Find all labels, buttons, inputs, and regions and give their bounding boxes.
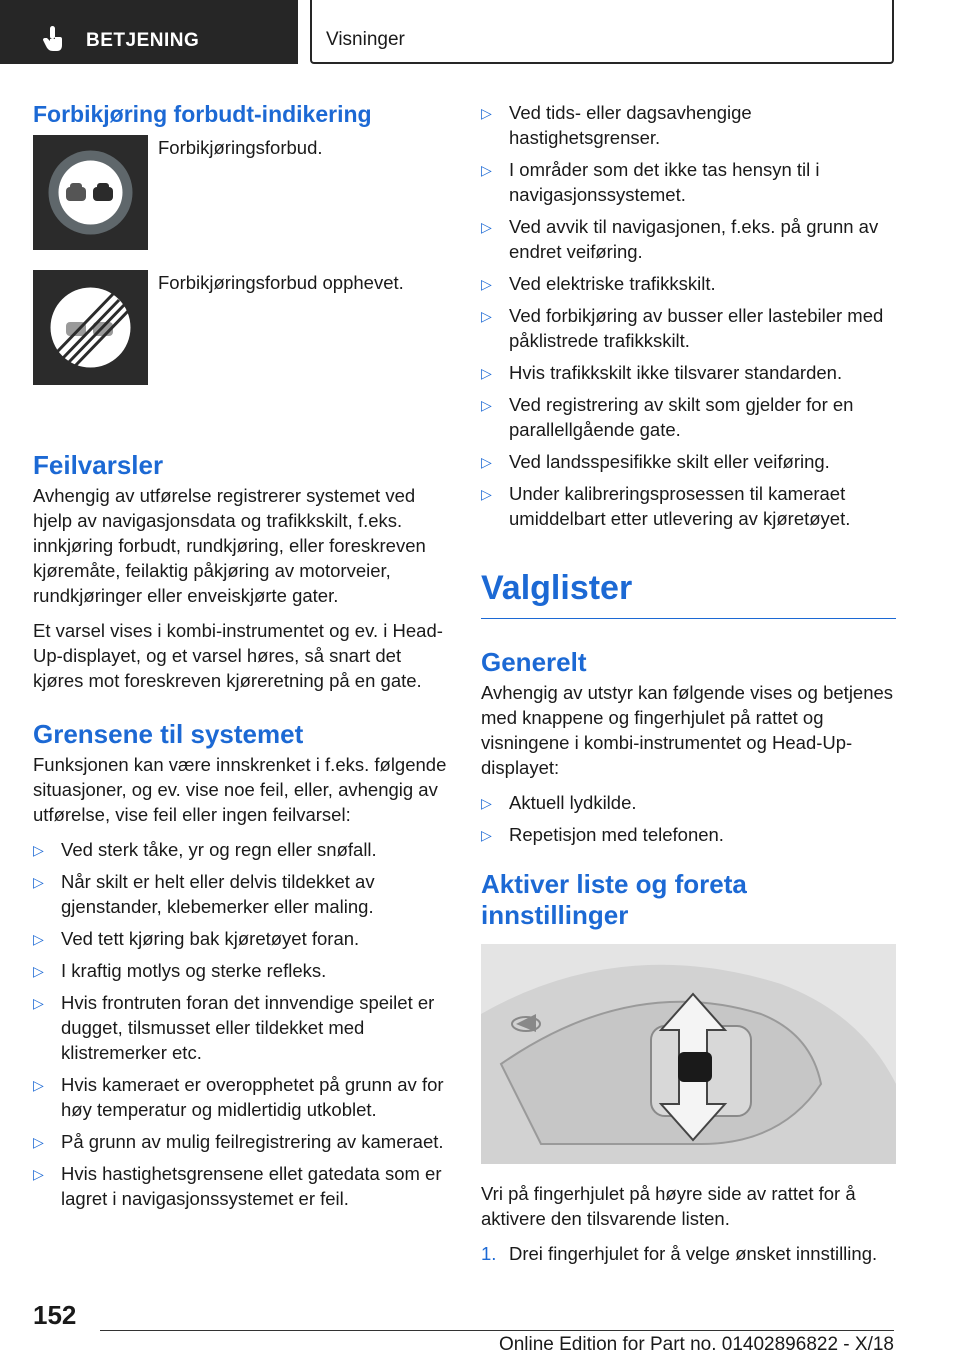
- subsection-tab: [310, 0, 894, 64]
- list-item: ▷ I områder som det ikke tas hensyn til i navigasjonssystemet.: [481, 159, 820, 205]
- triangle-bullet-icon: ▷: [33, 963, 44, 980]
- list-item: ▷ Ved avvik til navigasjonen, f.eks. på grunn av endret veiføring.: [481, 216, 879, 262]
- list-item: ▷ Repetisjon med telefonen.: [481, 822, 896, 847]
- list-item: ▷ Ved landsspesifikke skilt eller veiføring.: [481, 449, 896, 474]
- left-column: [33, 100, 448, 1218]
- list-item: ▷ Ved tids- eller dagsavhengige hastighetsgrenser.: [481, 102, 752, 148]
- paragraph-grensene: Funksjonen kan være innskrenket i f.eks. følgende situasjoner, og ev. vise noe feil, eller, avhengig av utførelse, vise feil eller ingen feilvarsel:: [33, 754, 447, 826]
- triangle-bullet-icon: ▷: [481, 162, 492, 178]
- no-overtaking-sign-icon: [33, 135, 148, 250]
- heading-forbikjoring: Forbikjøring forbudt-indikering: [33, 101, 372, 127]
- subsection-label: Visninger: [326, 29, 405, 50]
- triangle-bullet-icon: ▷: [33, 874, 44, 891]
- sign-caption-1: Forbikjøringsforbud.: [158, 136, 323, 158]
- paragraph-feilvarsler-1: Avhengig av utførelse registrerer systemet ved hjelp av navigasjonsdata og trafikkskilt, f.eks. innkjøring forbudt, rundkjøring, eller foreskreven kjøremåte, feilaktig påkjøring av motorveier, rundkjøringer eller enveiskjørte gater.: [33, 484, 426, 606]
- list-item: ▷ Aktuell lydkilde.: [481, 790, 896, 815]
- footer-edition: Online Edition for Part no. 01402896822 - X/18: [498, 1334, 894, 1355]
- triangle-bullet-icon: ▷: [481, 365, 492, 381]
- paragraph-generelt: Avhengig av utstyr kan følgende vises og betjenes med knappene og fingerhjulet på rattet og visningene i kombi-instrumentet og Head-Up-displayet:: [481, 682, 894, 779]
- list-item: ▷ Hvis frontruten foran det innvendige speilet er dugget, tilsmusset eller tildekket med klistremerker etc.: [33, 992, 435, 1064]
- footer-divider: [100, 1330, 894, 1331]
- list-item: ▷ Når skilt er helt eller delvis tildekket av gjenstander, klebemerker eller maling.: [33, 871, 375, 918]
- steering-wheel-thumbwheel-illustration: [481, 944, 896, 1164]
- sign-row-overtaking-ended: [33, 270, 448, 420]
- list-item: ▷ Hvis trafikkskilt ikke tilsvarer standarden.: [481, 360, 896, 385]
- end-overtaking-ban-sign-icon: [33, 270, 148, 385]
- triangle-bullet-icon: ▷: [481, 827, 492, 844]
- right-bullet-list-2: [481, 790, 896, 847]
- step-item: 1. Drei fingerhjulet for å velge ønsket innstilling.: [481, 1242, 878, 1264]
- left-bullet-list: [33, 837, 448, 1211]
- triangle-bullet-icon: ▷: [33, 842, 44, 859]
- paragraph-feilvarsler-2: Et varsel vises i kombi-instrumentet og ev. i Head-Up-displayet, og et varsel høres, så snart det kjøres mot foreskreven kjøreretning på en gate.: [33, 619, 443, 691]
- right-bullet-list: [481, 100, 896, 531]
- sign-row-no-overtaking: [33, 135, 448, 270]
- triangle-bullet-icon: ▷: [481, 219, 492, 235]
- heading-grensene: Grensene til systemet: [33, 718, 304, 749]
- right-column: [481, 100, 896, 1266]
- list-item: ▷ Ved tett kjøring bak kjøretøyet foran.: [33, 926, 448, 951]
- page-number: 152: [33, 1300, 77, 1330]
- list-item: ▷ Ved sterk tåke, yr og regn eller snøfall.: [33, 837, 448, 862]
- triangle-bullet-icon: ▷: [33, 1134, 44, 1151]
- hand-pointer-icon: [42, 26, 64, 52]
- triangle-bullet-icon: ▷: [481, 105, 492, 121]
- triangle-bullet-icon: ▷: [481, 308, 492, 324]
- triangle-bullet-icon: ▷: [33, 995, 44, 1012]
- triangle-bullet-icon: ▷: [481, 454, 492, 470]
- triangle-bullet-icon: ▷: [481, 276, 492, 292]
- sign-caption-2: Forbikjøringsforbud opphevet.: [158, 271, 404, 293]
- section-label: BETJENING: [86, 30, 200, 51]
- list-item: ▷ På grunn av mulig feilregistrering av kameraet.: [33, 1129, 448, 1154]
- triangle-bullet-icon: ▷: [481, 397, 492, 413]
- list-item: ▷ Ved registrering av skilt som gjelder for en parallellgående gate.: [481, 394, 854, 440]
- steps-list: [481, 1241, 896, 1266]
- section-tab: [0, 0, 298, 64]
- triangle-bullet-icon: ▷: [33, 1166, 44, 1183]
- list-item: ▷ Ved elektriske trafikkskilt.: [481, 271, 896, 296]
- list-item: ▷ I kraftig motlys og sterke refleks.: [33, 958, 448, 983]
- heading-feilvarsler: Feilvarsler: [33, 449, 164, 480]
- heading-valglister: Valglister: [481, 569, 896, 619]
- list-item: ▷ Hvis kameraet er overopphetet på grunn av for høy temperatur og midlertidig utkoblet.: [33, 1074, 444, 1121]
- list-item: ▷ Ved forbikjøring av busser eller lastebiler med påklistrede trafikkskilt.: [481, 305, 884, 351]
- list-item: ▷ Hvis hastighetsgrensene ellet gatedata som er lagret i navigasjonssystemet er feil.: [33, 1163, 442, 1210]
- heading-generelt: Generelt: [481, 647, 587, 677]
- triangle-bullet-icon: ▷: [481, 795, 492, 812]
- triangle-bullet-icon: ▷: [33, 1077, 44, 1094]
- triangle-bullet-icon: ▷: [481, 486, 492, 502]
- list-item: ▷ Under kalibreringsprosessen til kameraet umiddelbart etter utlevering av kjøretøyet.: [481, 483, 851, 529]
- paragraph-vri: Vri på fingerhjulet på høyre side av rattet for å aktivere den tilsvarende listen.: [481, 1182, 856, 1229]
- triangle-bullet-icon: ▷: [33, 931, 44, 948]
- heading-aktiver-liste: Aktiver liste og foreta innstillinger: [481, 869, 747, 931]
